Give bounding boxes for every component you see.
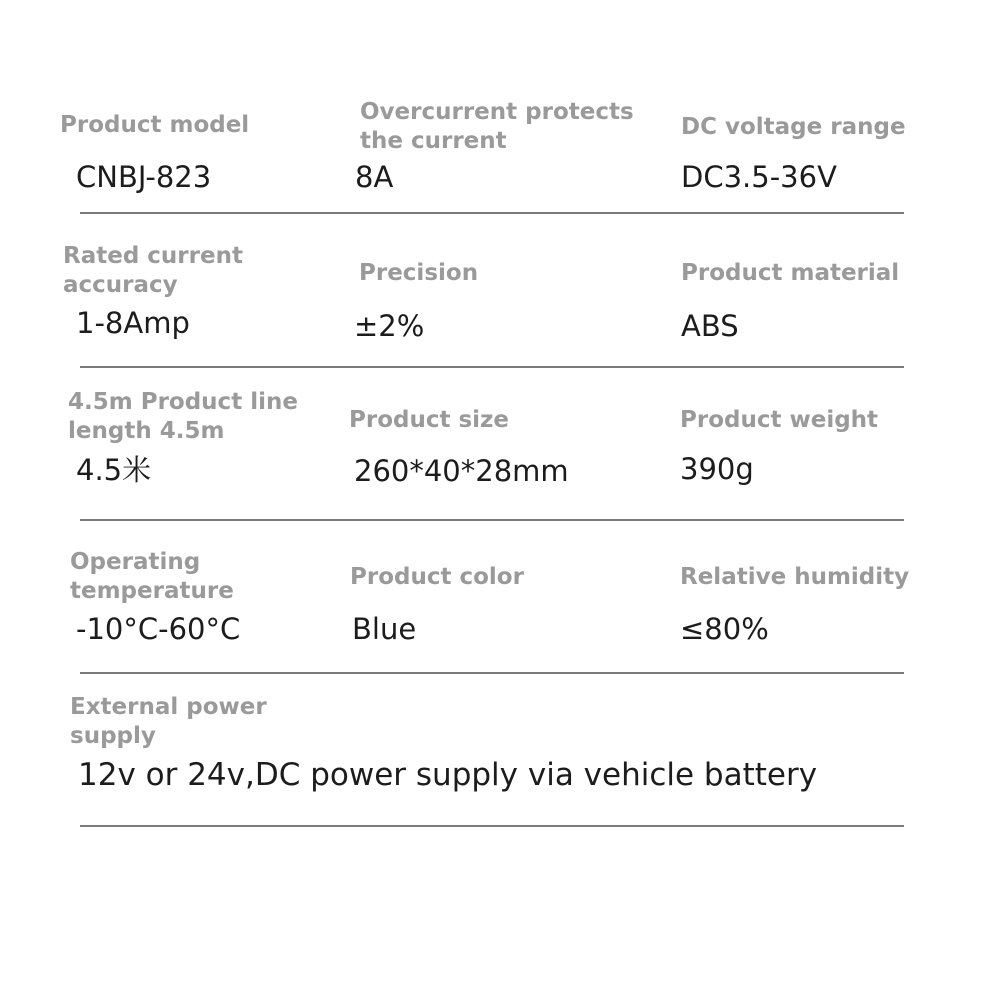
spec-value-product-size: 260*40*28mm — [354, 454, 569, 488]
spec-label-relative-humidity: Relative humidity — [680, 564, 910, 590]
spec-value-relative-humidity: ≤80% — [680, 612, 769, 646]
spec-label-precision: Precision — [359, 260, 479, 286]
spec-label-product-size: Product size — [349, 407, 510, 433]
spec-value-precision: ±2% — [354, 309, 425, 343]
spec-value-product-color: Blue — [352, 612, 417, 646]
spec-label-product-weight: Product weight — [680, 407, 879, 433]
spec-value-external-power-supply: 12v or 24v,DC power supply via vehicle battery — [78, 757, 818, 793]
row-divider — [80, 672, 904, 674]
spec-label-operating-temperature: Operating temperature — [70, 549, 234, 604]
spec-label-rated-current-accuracy: Rated current accuracy — [63, 243, 243, 298]
spec-value-rated-current-accuracy: 1-8Amp — [76, 306, 190, 340]
row-divider — [80, 519, 904, 521]
spec-label-external-power-supply: External power supply — [70, 694, 267, 749]
spec-label-dc-voltage-range: DC voltage range — [681, 114, 906, 140]
spec-label-product-material: Product material — [681, 260, 900, 286]
row-divider — [80, 212, 904, 214]
spec-label-product-line-length: 4.5m Product line length 4.5m — [68, 389, 298, 444]
row-divider — [80, 366, 904, 368]
spec-label-product-color: Product color — [350, 564, 524, 590]
spec-value-product-line-length: 4.5米 — [76, 453, 152, 487]
spec-label-product-model: Product model — [60, 112, 250, 138]
spec-label-overcurrent-protection: Overcurrent protects the current — [360, 99, 634, 154]
spec-value-dc-voltage-range: DC3.5-36V — [681, 160, 837, 194]
spec-value-product-model: CNBJ-823 — [76, 160, 212, 194]
spec-value-overcurrent-protection: 8A — [355, 160, 394, 194]
spec-value-operating-temperature: -10°C-60°C — [76, 612, 241, 646]
spec-value-product-weight: 390g — [680, 452, 754, 486]
spec-value-product-material: ABS — [681, 309, 739, 343]
row-divider — [80, 825, 904, 827]
